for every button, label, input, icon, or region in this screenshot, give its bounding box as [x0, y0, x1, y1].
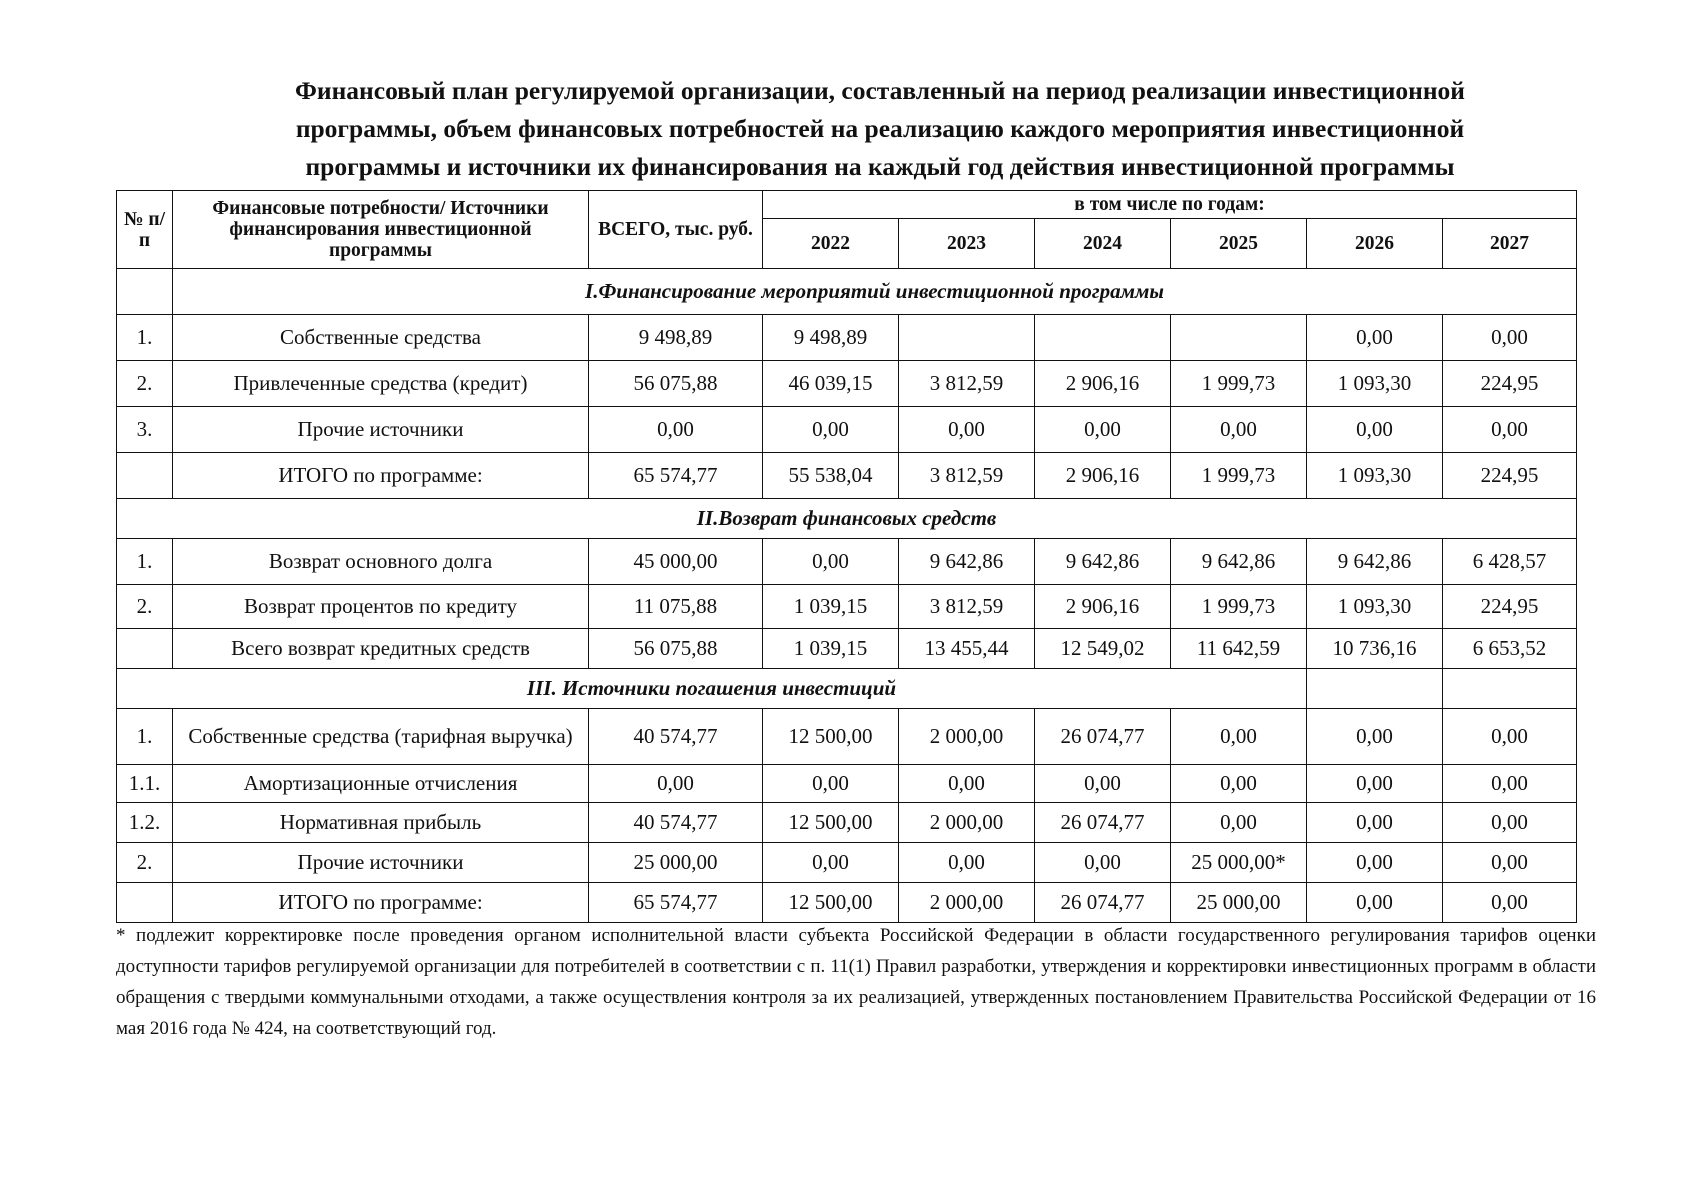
year-value-cell: 0,00	[1035, 407, 1171, 453]
year-value-cell: 0,00	[1443, 803, 1577, 843]
year-value-cell: 0,00	[763, 843, 899, 883]
year-value-cell: 0,00	[899, 765, 1035, 803]
row-num-cell: 1.1.	[117, 765, 173, 803]
year-value-cell: 2 000,00	[899, 803, 1035, 843]
year-value-cell: 2 000,00	[899, 709, 1035, 765]
row-num-cell: 1.2.	[117, 803, 173, 843]
year-value-cell: 25 000,00*	[1171, 843, 1307, 883]
year-value-cell: 0,00	[899, 407, 1035, 453]
row-name-cell: Привлеченные средства (кредит)	[173, 361, 589, 407]
year-value-cell: 2 906,16	[1035, 361, 1171, 407]
empty-cell	[1307, 669, 1443, 709]
table-row	[117, 709, 1577, 765]
year-value-cell: 0,00	[1171, 709, 1307, 765]
year-value-cell: 1 093,30	[1307, 585, 1443, 629]
year-value-cell: 9 642,86	[1307, 539, 1443, 585]
year-value-cell	[899, 315, 1035, 361]
year-value-cell: 224,95	[1443, 453, 1577, 499]
row-name-cell: Амортизационные отчисления	[173, 765, 589, 803]
header-year: 2027	[1443, 219, 1577, 269]
row-num-cell	[117, 883, 173, 923]
year-value-cell: 1 039,15	[763, 585, 899, 629]
year-value-cell: 13 455,44	[899, 629, 1035, 669]
row-total-cell: 65 574,77	[589, 883, 763, 923]
title-line-3: программы и источники их финансирования на каждый год действия инвестиционной программы	[305, 152, 1455, 181]
header-year: 2023	[899, 219, 1035, 269]
row-name-cell: Собственные средства (тарифная выручка)	[173, 709, 589, 765]
year-value-cell: 1 093,30	[1307, 453, 1443, 499]
year-value-cell: 26 074,77	[1035, 883, 1171, 923]
year-value-cell: 0,00	[1307, 709, 1443, 765]
row-name-cell: Возврат процентов по кредиту	[173, 585, 589, 629]
section-heading: I.Финансирование мероприятий инвестиционной программы	[173, 269, 1577, 315]
year-value-cell: 0,00	[1443, 709, 1577, 765]
row-num-cell: 2.	[117, 843, 173, 883]
year-value-cell	[1035, 315, 1171, 361]
year-value-cell: 0,00	[1171, 803, 1307, 843]
row-name-cell: Прочие источники	[173, 407, 589, 453]
header-num: № п/п	[117, 191, 173, 269]
year-value-cell: 1 039,15	[763, 629, 899, 669]
row-total-cell: 0,00	[589, 765, 763, 803]
year-value-cell: 46 039,15	[763, 361, 899, 407]
year-value-cell: 12 549,02	[1035, 629, 1171, 669]
table-row	[117, 883, 1577, 923]
year-value-cell: 9 498,89	[763, 315, 899, 361]
year-value-cell: 0,00	[1035, 765, 1171, 803]
row-num-cell: 1.	[117, 539, 173, 585]
year-value-cell: 26 074,77	[1035, 803, 1171, 843]
year-value-cell: 0,00	[1307, 803, 1443, 843]
title-line-2: программы, объем финансовых потребностей на реализацию каждого мероприятия инвестиционной	[295, 114, 1465, 143]
header-by-years: в том числе по годам:	[763, 191, 1577, 219]
year-value-cell: 3 812,59	[899, 585, 1035, 629]
year-value-cell: 0,00	[1443, 883, 1577, 923]
row-name-cell: ИТОГО по программе:	[173, 453, 589, 499]
year-value-cell: 12 500,00	[763, 709, 899, 765]
year-value-cell: 9 642,86	[899, 539, 1035, 585]
table-row	[117, 453, 1577, 499]
year-value-cell: 2 906,16	[1035, 453, 1171, 499]
row-num-cell: 2.	[117, 361, 173, 407]
year-value-cell: 224,95	[1443, 361, 1577, 407]
year-value-cell: 9 642,86	[1035, 539, 1171, 585]
year-value-cell: 0,00	[1171, 407, 1307, 453]
year-value-cell: 0,00	[1307, 765, 1443, 803]
table-row	[117, 803, 1577, 843]
header-total: ВСЕГО, тыс. руб.	[589, 191, 763, 269]
table-row	[117, 407, 1577, 453]
year-value-cell	[1171, 315, 1307, 361]
year-value-cell: 2 906,16	[1035, 585, 1171, 629]
year-value-cell: 0,00	[1307, 315, 1443, 361]
year-value-cell: 0,00	[1443, 315, 1577, 361]
year-value-cell: 10 736,16	[1307, 629, 1443, 669]
row-name-cell: ИТОГО по программе:	[173, 883, 589, 923]
year-value-cell: 1 999,73	[1171, 585, 1307, 629]
row-num-cell: 3.	[117, 407, 173, 453]
year-value-cell: 0,00	[1307, 883, 1443, 923]
financial-plan-table	[116, 190, 1577, 923]
table-row	[117, 629, 1577, 669]
year-value-cell: 26 074,77	[1035, 709, 1171, 765]
section-heading: II.Возврат финансовых средств	[117, 499, 1577, 539]
table-row	[117, 315, 1577, 361]
row-num-cell	[117, 629, 173, 669]
year-value-cell: 3 812,59	[899, 361, 1035, 407]
year-value-cell: 12 500,00	[763, 883, 899, 923]
year-value-cell: 6 428,57	[1443, 539, 1577, 585]
year-value-cell: 0,00	[1035, 843, 1171, 883]
row-total-cell: 40 574,77	[589, 803, 763, 843]
year-value-cell: 224,95	[1443, 585, 1577, 629]
row-total-cell: 65 574,77	[589, 453, 763, 499]
table-row	[117, 585, 1577, 629]
footnote: * подлежит корректировке после проведения органом исполнительной власти субъекта Российской Федерации в области государственного регулирования тарифов оценки доступности тарифов регулируемой организации для потребителей в соответствии с п. 11(1) Правил разработки, утверждения и корректировки инвестиционных программ в области обращения с твердыми коммунальными отходами, а также осуществления контроля за их реализацией, утвержденных постановлением Правительства Российской Федерации от 16 мая 2016 года № 424, на соответствующий год.	[116, 925, 1596, 1039]
header-year: 2026	[1307, 219, 1443, 269]
year-value-cell: 25 000,00	[1171, 883, 1307, 923]
year-value-cell: 0,00	[763, 407, 899, 453]
header-year: 2025	[1171, 219, 1307, 269]
year-value-cell: 9 642,86	[1171, 539, 1307, 585]
row-num-cell: 1.	[117, 709, 173, 765]
section-heading: III. Источники погашения инвестиций	[117, 669, 1307, 709]
year-value-cell: 0,00	[763, 765, 899, 803]
row-name-cell: Прочие источники	[173, 843, 589, 883]
row-name-cell: Возврат основного долга	[173, 539, 589, 585]
year-value-cell: 0,00	[1443, 407, 1577, 453]
title-line-1: Финансовый план регулируемой организации, составленный на период реализации инвестиционной	[295, 76, 1465, 105]
row-total-cell: 11 075,88	[589, 585, 763, 629]
year-value-cell: 0,00	[1443, 843, 1577, 883]
header-name: Финансовые потребности/ Источники финансирования инвестиционной программы	[173, 191, 589, 269]
row-name-cell: Всего возврат кредитных средств	[173, 629, 589, 669]
year-value-cell: 6 653,52	[1443, 629, 1577, 669]
row-total-cell: 0,00	[589, 407, 763, 453]
year-value-cell: 1 093,30	[1307, 361, 1443, 407]
document-title	[200, 72, 1560, 186]
table-row	[117, 765, 1577, 803]
table-row	[117, 539, 1577, 585]
year-value-cell: 0,00	[1171, 765, 1307, 803]
year-value-cell: 0,00	[899, 843, 1035, 883]
row-name-cell: Собственные средства	[173, 315, 589, 361]
row-total-cell: 45 000,00	[589, 539, 763, 585]
year-value-cell: 2 000,00	[899, 883, 1035, 923]
year-value-cell: 11 642,59	[1171, 629, 1307, 669]
year-value-cell: 0,00	[1307, 843, 1443, 883]
section-num-cell	[117, 269, 173, 315]
row-total-cell: 9 498,89	[589, 315, 763, 361]
row-num-cell	[117, 453, 173, 499]
year-value-cell: 0,00	[1443, 765, 1577, 803]
header-year: 2022	[763, 219, 899, 269]
row-total-cell: 25 000,00	[589, 843, 763, 883]
table-row	[117, 843, 1577, 883]
year-value-cell: 1 999,73	[1171, 361, 1307, 407]
year-value-cell: 1 999,73	[1171, 453, 1307, 499]
year-value-cell: 0,00	[1307, 407, 1443, 453]
table-row	[117, 361, 1577, 407]
year-value-cell: 55 538,04	[763, 453, 899, 499]
year-value-cell: 12 500,00	[763, 803, 899, 843]
row-total-cell: 40 574,77	[589, 709, 763, 765]
empty-cell	[1443, 669, 1577, 709]
row-num-cell: 2.	[117, 585, 173, 629]
row-num-cell: 1.	[117, 315, 173, 361]
year-value-cell: 0,00	[763, 539, 899, 585]
row-total-cell: 56 075,88	[589, 629, 763, 669]
row-total-cell: 56 075,88	[589, 361, 763, 407]
header-year: 2024	[1035, 219, 1171, 269]
year-value-cell: 3 812,59	[899, 453, 1035, 499]
row-name-cell: Нормативная прибыль	[173, 803, 589, 843]
